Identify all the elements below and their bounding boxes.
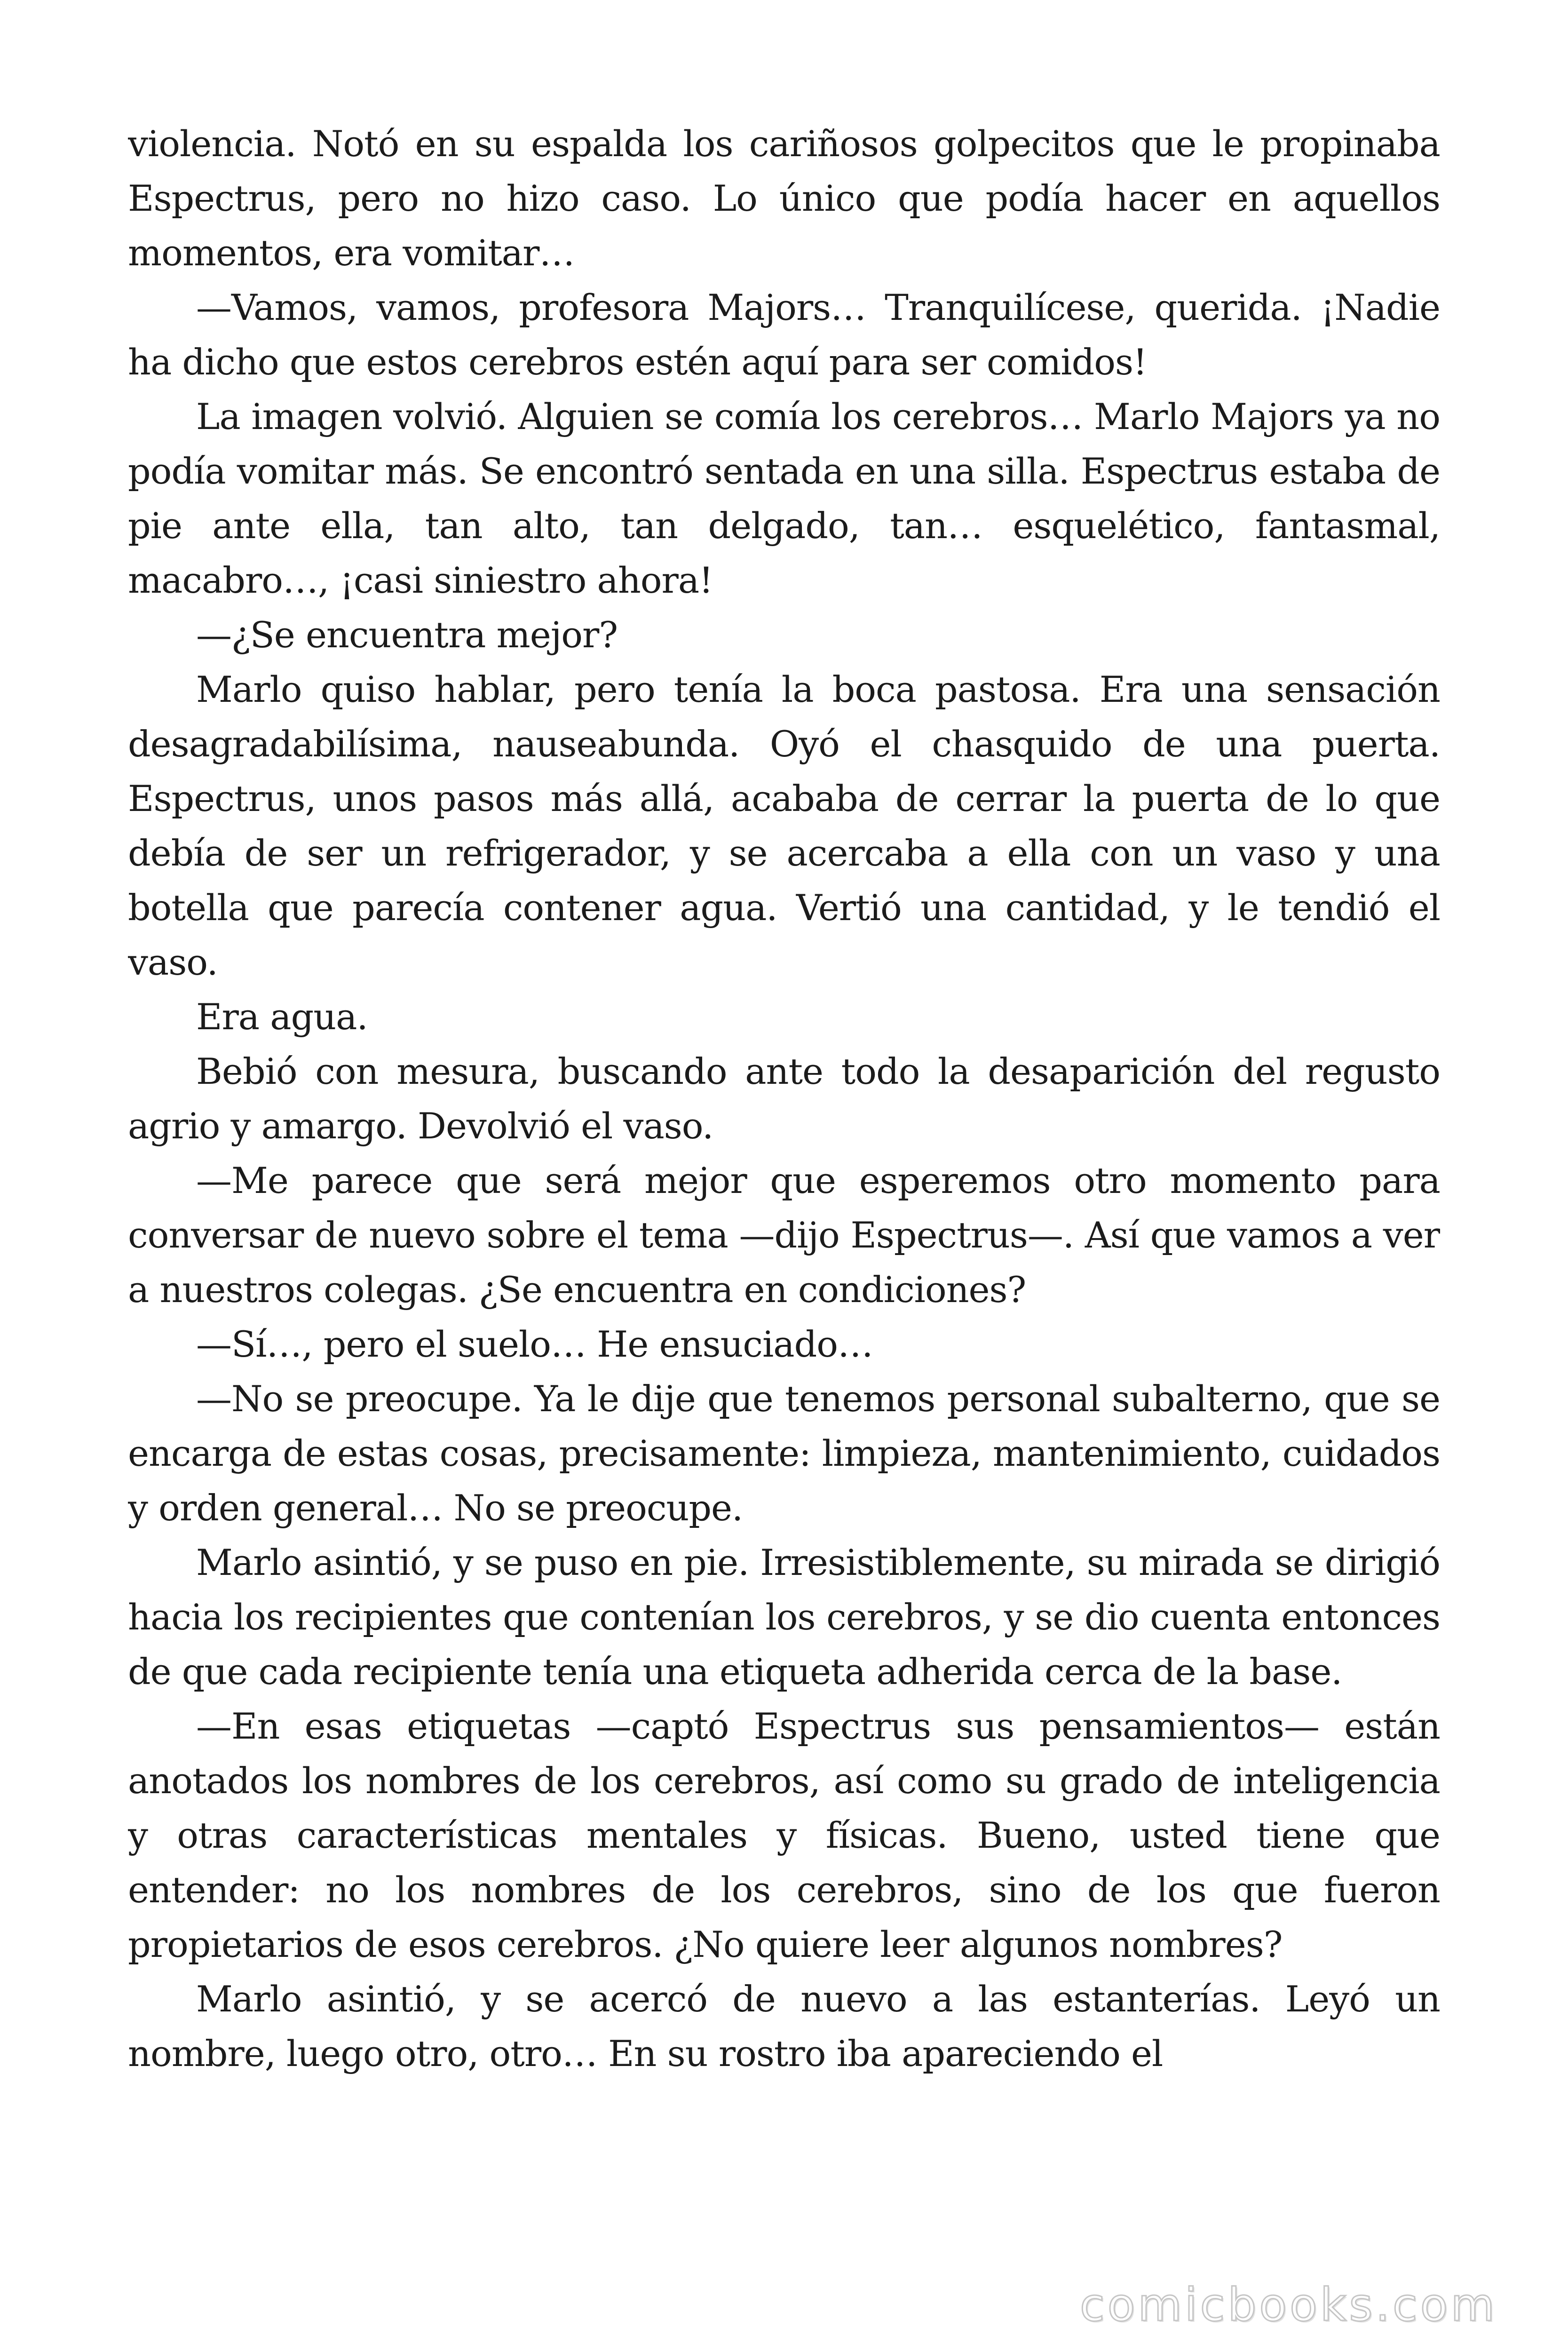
paragraph: —En esas etiquetas —captó Espectrus sus pensamientos— están anotados los nombres de los cerebros, así como su grado de inteligencia y otras características mentales y físicas. Bueno, usted tiene que entender: no los nombres de los cerebros, sino de los que fueron propietarios de esos cerebros. ¿No quiere leer algunos nombres? bbox=[128, 1705, 1440, 1965]
paragraph: violencia. Notó en su espalda los cariñosos golpecitos que le propinaba Espectrus, pero no hizo caso. Lo único que podía hacer en aquellos momentos, era vomitar… bbox=[128, 123, 1440, 274]
paragraph: La imagen volvió. Alguien se comía los cerebros… Marlo Majors ya no podía vomitar más. Se encontró sentada en una silla. Espectrus estaba de pie ante ella, tan alto, tan delgado, tan… esquelético, fantasmal, macabro…, ¡casi siniestro ahora! bbox=[128, 396, 1440, 601]
paragraph: —Vamos, vamos, profesora Majors… Tranquilícese, querida. ¡Nadie ha dicho que estos cerebros estén aquí para ser comidos! bbox=[128, 286, 1440, 383]
paragraph: Marlo asintió, y se puso en pie. Irresistiblemente, su mirada se dirigió hacia los recipientes que contenían los cerebros, y se dio cuenta entonces de que cada recipiente tenía una etiqueta adherida cerca de la base. bbox=[128, 1542, 1440, 1692]
page-body bbox=[128, 117, 1440, 2224]
paragraph: —¿Se encuentra mejor? bbox=[196, 614, 618, 656]
paragraph: Era agua. bbox=[196, 996, 368, 1038]
paragraph: Bebió con mesura, buscando ante todo la desaparición del regusto agrio y amargo. Devolvió el vaso. bbox=[128, 1050, 1440, 1147]
paragraph: —Me parece que será mejor que esperemos otro momento para conversar de nuevo sobre el tema —dijo Espectrus—. Así que vamos a ver a nuestros colegas. ¿Se encuentra en condiciones? bbox=[128, 1160, 1440, 1311]
paragraph: —No se preocupe. Ya le dije que tenemos personal subalterno, que se encarga de estas cosas, precisamente: limpieza, mantenimiento, cuidados y orden general… No se preocupe. bbox=[128, 1378, 1440, 1529]
paragraph: Marlo asintió, y se acercó de nuevo a las estanterías. Leyó un nombre, luego otro, otro… En su rostro iba apareciendo el bbox=[128, 1978, 1440, 2074]
paragraph: —Sí…, pero el suelo… He ensuciado… bbox=[196, 1323, 873, 1365]
paragraph: Marlo quiso hablar, pero tenía la boca pastosa. Era una sensación desagradabilísima, nauseabunda. Oyó el chasquido de una puerta. Espectrus, unos pasos más allá, acababa de cerrar la puerta de lo que debía de ser un refrigerador, y se acercaba a ella con un vaso y una botella que parecía contener agua. Vertió una cantidad, y le tendió el vaso. bbox=[128, 668, 1440, 983]
site-watermark: comicbooks.com bbox=[1079, 2279, 1497, 2331]
